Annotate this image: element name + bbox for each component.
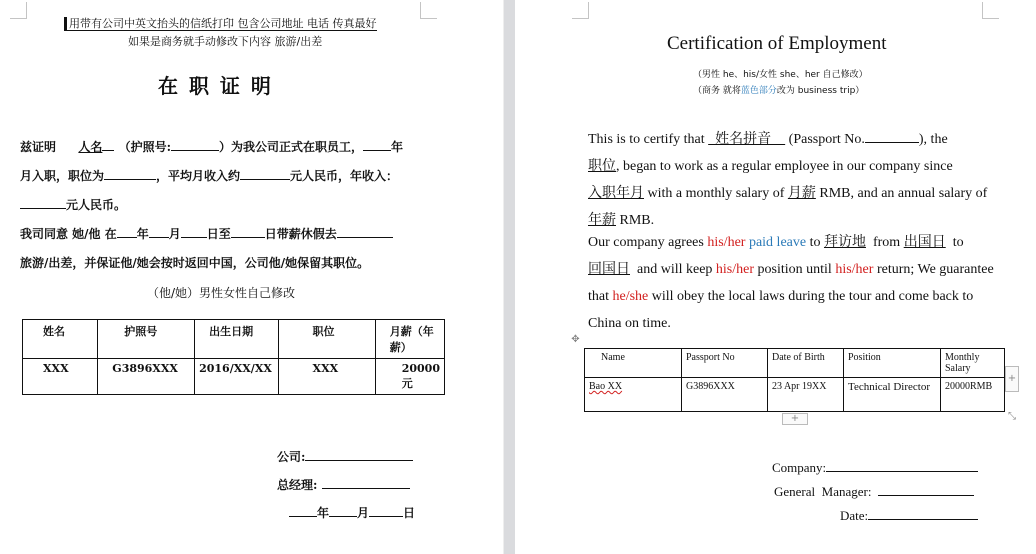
destination-blank[interactable] <box>337 225 393 238</box>
pronoun-text: he/she <box>612 289 649 304</box>
table-cell[interactable]: 2016/XX/XX <box>195 359 278 395</box>
table-header-cell[interactable]: Name <box>585 349 682 378</box>
signature-date-line <box>289 504 415 521</box>
leave-month-blank[interactable] <box>149 225 169 238</box>
table-cell[interactable]: 20000RMB <box>941 378 1005 412</box>
gender-edit-note: （他/她）男性女性自己修改 <box>147 286 296 300</box>
table-header-cell[interactable]: Date of Birth <box>768 349 844 378</box>
text: China on time. <box>588 316 671 331</box>
table-row <box>23 359 445 395</box>
text: 月 <box>168 227 181 241</box>
body-line-2 <box>20 167 398 184</box>
text: and will keep <box>630 262 716 277</box>
gender-edit-note: （男性 he、his/女性 she、her 自己修改） <box>693 70 868 80</box>
signature-company-line <box>772 459 978 476</box>
paid-leave-text: paid leave <box>745 235 807 250</box>
table-cell[interactable]: 20000元 <box>375 359 444 395</box>
text: to <box>945 235 971 250</box>
body-line-1 <box>20 138 403 155</box>
table-header-cell[interactable]: Passport No <box>682 349 768 378</box>
name-cell-text: Bao XX <box>589 381 623 392</box>
table-header-row <box>23 320 445 359</box>
text: to <box>806 235 824 250</box>
document-title: 在 职 证 明 <box>158 74 273 98</box>
body-line-4 <box>20 225 393 242</box>
table-header-cell[interactable]: Position <box>844 349 941 378</box>
text: 兹证明 <box>20 140 57 154</box>
highlight-text: 蓝色部分 <box>740 86 777 96</box>
margin-corner-marker <box>10 2 27 19</box>
english-paragraph-1 <box>588 126 988 234</box>
date-month-blank[interactable] <box>329 504 357 517</box>
body-line-5: 旅游/出差，并保证他/她会按时返回中国，公司他/她保留其职位。 <box>20 256 370 270</box>
passport-blank[interactable] <box>171 138 219 151</box>
text: from <box>865 235 904 250</box>
text: This is to certify that <box>588 132 709 147</box>
monthly-income-blank[interactable] <box>240 167 290 180</box>
text: 元人民币。 <box>66 198 127 212</box>
text: 总经理: <box>277 478 318 492</box>
text: RMB. <box>616 213 655 228</box>
text: will obey the local laws during the tour and come back to <box>648 289 974 304</box>
year-blank[interactable] <box>363 138 391 151</box>
table-move-handle-icon[interactable]: ✥ <box>571 334 580 345</box>
table-header-cell[interactable]: 姓名 <box>23 320 98 359</box>
text: 月入职，职位为 <box>20 169 105 183</box>
add-row-button[interactable]: + <box>782 413 808 425</box>
table-header-cell[interactable]: 护照号 <box>98 320 195 359</box>
name-pinyin-field[interactable]: 姓名拼音 <box>708 132 786 147</box>
table-cell[interactable]: G3896XXX <box>98 359 195 395</box>
table-header-cell[interactable]: 月薪（年薪） <box>375 320 444 359</box>
table-resize-handle-icon[interactable]: ⤡ <box>1008 411 1016 422</box>
text: that <box>588 289 613 304</box>
signature-manager-line <box>277 476 410 493</box>
document-title: Certification of Employment <box>667 33 887 54</box>
table-header-row <box>585 349 1005 378</box>
table-header-cell[interactable]: 职位 <box>278 320 375 359</box>
name-field[interactable]: 人名 <box>78 140 103 154</box>
text: 日 <box>403 506 416 520</box>
table-cell[interactable]: 23 Apr 19XX <box>768 378 844 412</box>
date-day-blank[interactable] <box>369 504 403 517</box>
business-edit-note <box>693 83 864 96</box>
date-blank[interactable] <box>868 507 978 520</box>
position-field[interactable]: 职位 <box>588 159 616 174</box>
leave-end-day-blank[interactable] <box>231 225 265 238</box>
text: Company: <box>772 460 827 475</box>
pronoun-text: his/her <box>715 262 755 277</box>
signature-date-line <box>840 507 978 524</box>
text: position until <box>754 262 836 277</box>
body-line-3 <box>20 196 126 213</box>
margin-corner-marker <box>982 2 999 19</box>
pronoun-text: his/her <box>835 262 874 277</box>
document-page-english <box>515 0 1036 554</box>
departure-date-field[interactable]: 出国日 <box>903 235 946 250</box>
document-page-chinese <box>0 0 503 554</box>
add-column-button[interactable]: + <box>1005 366 1019 392</box>
text: 年 <box>391 140 404 154</box>
return-date-field[interactable]: 回国日 <box>588 262 630 277</box>
text: 公司: <box>277 450 306 464</box>
pronoun-text: his/her <box>707 235 746 250</box>
table-cell[interactable] <box>585 378 682 412</box>
company-blank[interactable] <box>826 459 978 472</box>
text: RMB, and an annual salary of <box>815 186 988 201</box>
leave-year-blank[interactable] <box>117 225 137 238</box>
manager-blank[interactable] <box>322 476 410 489</box>
text: 日至 <box>206 227 231 241</box>
annual-income-blank[interactable] <box>20 196 66 209</box>
table-cell[interactable]: Technical Director <box>844 378 941 412</box>
text: Date: <box>840 508 869 523</box>
text: 改为 business trip） <box>776 86 865 96</box>
text: 我司同意 她/他 在 <box>20 227 117 241</box>
text: with a monthly salary of <box>644 186 788 201</box>
table-header-cell[interactable]: Monthly Salary <box>941 349 1005 378</box>
position-blank[interactable] <box>104 167 156 180</box>
english-paragraph-2 <box>588 229 994 337</box>
print-instruction-note: 用带有公司中英文抬头的信纸打印 包含公司地址 电话 传真最好 <box>64 17 377 31</box>
table-cell[interactable]: XXX <box>23 359 98 395</box>
text: return; We guarantee <box>873 262 994 277</box>
start-date-field[interactable]: 入职年月 <box>588 186 644 201</box>
date-year-blank[interactable] <box>289 504 317 517</box>
employee-info-table-english <box>584 348 1005 412</box>
text: 月 <box>357 506 370 520</box>
text: Our company agrees <box>588 235 708 250</box>
table-cell[interactable]: G3896XXX <box>682 378 768 412</box>
margin-corner-marker <box>420 2 437 19</box>
text: (Passport No. <box>785 132 865 147</box>
company-blank[interactable] <box>305 448 413 461</box>
text: ), the <box>918 132 948 147</box>
text: （护照号: <box>118 140 172 154</box>
margin-corner-marker <box>572 2 589 19</box>
business-instruction-note: 如果是商务就手动修改下内容 旅游/出差 <box>128 35 323 48</box>
text: 日带薪休假去 <box>264 227 337 241</box>
table-cell[interactable]: XXX <box>278 359 375 395</box>
annual-salary-field[interactable]: 年薪 <box>588 213 616 228</box>
text: 年 <box>136 227 149 241</box>
text: ）为我公司正式在职员工， <box>219 140 364 154</box>
employee-info-table <box>22 319 445 395</box>
signature-manager-line <box>774 483 974 500</box>
text: （商务 就将 <box>693 86 741 96</box>
table-header-cell[interactable]: 出生日期 <box>195 320 278 359</box>
monthly-salary-field[interactable]: 月薪 <box>787 186 816 201</box>
text: General Manager: <box>774 484 872 499</box>
manager-blank[interactable] <box>878 483 974 496</box>
text: 元人民币，年收入： <box>290 169 399 183</box>
leave-start-day-blank[interactable] <box>181 225 207 238</box>
table-row <box>585 378 1005 412</box>
signature-company-line <box>277 448 413 465</box>
passport-blank[interactable] <box>865 130 919 143</box>
text: ，平均月收入约 <box>156 169 241 183</box>
text: , began to work as a regular employee in our company since <box>616 159 953 174</box>
destination-field[interactable]: 拜访地 <box>823 235 866 250</box>
text: 年 <box>317 506 330 520</box>
